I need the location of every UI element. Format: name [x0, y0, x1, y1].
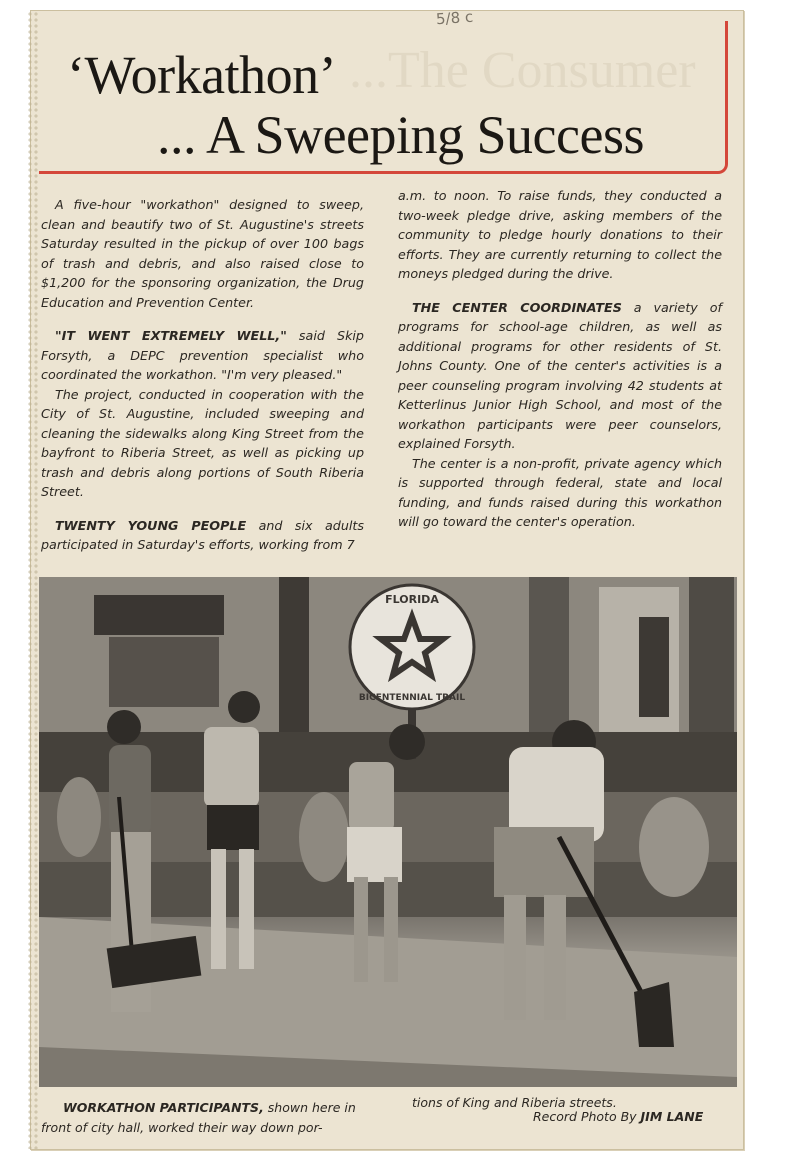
article-column-1 — [41, 195, 364, 555]
paragraph — [398, 298, 722, 454]
photo-illustration — [39, 577, 737, 1087]
paragraph-text: and six adults participated in Saturday's efforts, working from 7 — [41, 517, 364, 552]
handwritten-note: 5/8 c — [435, 7, 474, 29]
paragraph-text: a variety of programs for school-age children, as well as additional programs for other residents of St. Johns County. One of the center's activities is a peer counseling program involving 42 students at Ketterlinus Junior High School, and most of the workathon participants were peer counselors, explained Forsyth. — [398, 299, 722, 451]
paragraph — [41, 516, 364, 555]
headline-frame — [39, 21, 728, 174]
paragraph: The project, conducted in cooperation with the City of St. Augustine, included sweeping and cleaning the sidewalks along King Street from the bayfront to Riberia Street, as well as picking up trash and debris along portions of South Riberia Street. — [41, 386, 364, 499]
news-photo — [39, 577, 737, 1087]
headline-line-1: ‘Workathon’ — [67, 45, 337, 105]
sign-top-text: FLORIDA — [385, 593, 439, 606]
paragraph-text: said Skip Forsyth, a DEPC prevention specialist who coordinated the workathon. "I'm very pleased." — [41, 328, 364, 382]
lead-in: TWENTY YOUNG PEOPLE — [55, 517, 247, 533]
photo-caption-col-2: tions of King and Riberia streets. — [412, 1095, 617, 1110]
headline-line-2: ... A Sweeping Success — [157, 105, 644, 165]
paragraph: The center is a non-profit, private agency which is supported through federal, state and local funding, and funds raised during this workathon will go toward the center's operation. — [398, 455, 722, 529]
credit-name: JIM LANE — [640, 1109, 704, 1124]
sign-bottom-text: BICENTENNIAL TRAIL — [358, 693, 466, 703]
newspaper-clipping — [30, 7, 744, 1150]
article-column-2 — [398, 186, 722, 532]
caption-text: shown here in front of city hall, worked their way down por- — [41, 1100, 356, 1135]
photo-credit — [533, 1109, 703, 1124]
paragraph: a.m. to noon. To raise funds, they conducted a two-week pledge drive, asking members of the community to pledge hourly donations to their efforts. They are currently returning to collect the moneys pledged during the drive. — [398, 188, 722, 281]
photo-caption-col-1 — [41, 1098, 371, 1138]
lead-in: THE CENTER COORDINATES — [412, 299, 622, 315]
bleed-through-text: ...The Consumer — [349, 42, 696, 99]
credit-prefix: Record Photo By — [533, 1109, 641, 1124]
caption-lead: WORKATHON PARTICIPANTS, — [63, 1100, 264, 1115]
paragraph: A five-hour "workathon" designed to sweep, clean and beautify two of St. Augustine's streets Saturday resulted in the pickup of over 100 bags of trash and debris, and also raised close to $1,200 for the sponsoring organization, the Drug Education and Prevention Center. — [41, 197, 364, 310]
lead-in: "IT WENT EXTREMELY WELL," — [55, 328, 287, 343]
paragraph — [41, 326, 364, 385]
